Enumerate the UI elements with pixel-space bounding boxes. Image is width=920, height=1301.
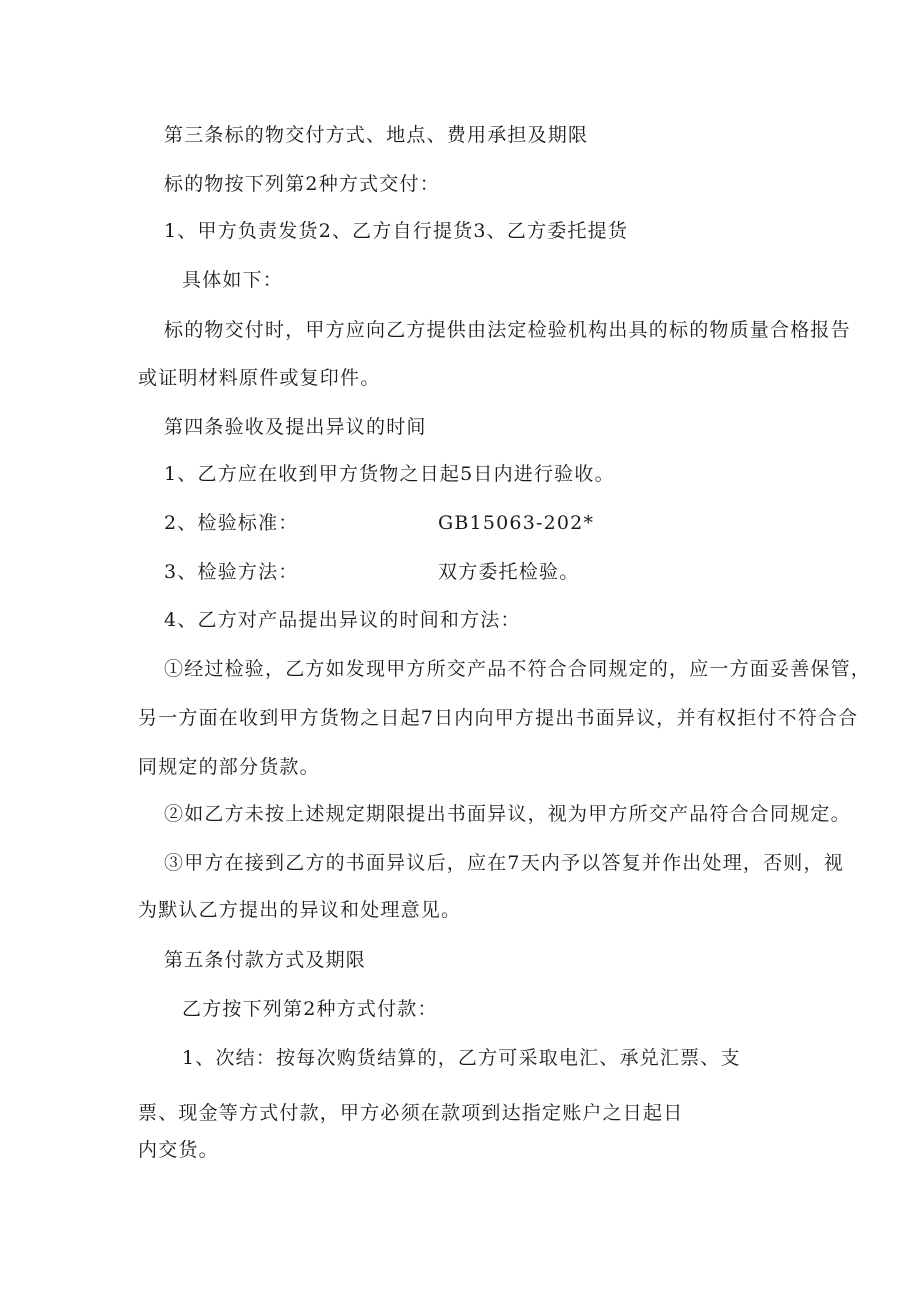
article-4-sub-3-line-2: 为默认乙方提出的异议和处理意见。: [138, 899, 462, 921]
article-4-item-1: 1、乙方应在收到甲方货物之日起5日内进行验收。: [164, 463, 615, 485]
article-3-details-label: 具体如下：: [182, 269, 284, 291]
article-4-sub-1-line-1: ①经过检验，乙方如发现甲方所交产品不符合合同规定的，应一方面妥善保管，: [164, 658, 872, 680]
article-4-item-2-label: 2、检验标准：: [164, 512, 299, 534]
article-3-intro: 标的物按下列第2种方式交付：: [164, 173, 440, 195]
article-3-details-line-1: 标的物交付时，甲方应向乙方提供由法定检验机构出具的标的物质量合格报告: [164, 319, 851, 341]
article-5-title: 第五条付款方式及期限: [164, 949, 367, 971]
article-4-sub-1-line-2: 另一方面在收到甲方货物之日起7日内向甲方提出书面异议，并有权拒付不符合合: [138, 707, 859, 729]
article-5-item-1-line-2: 票、现金等方式付款，甲方必须在款项到达指定账户之日起日: [138, 1102, 684, 1124]
article-4-sub-2: ②如乙方未按上述规定期限提出书面异议，视为甲方所交产品符合合同规定。: [164, 803, 851, 825]
article-5-intro: 乙方按下列第2种方式付款：: [182, 998, 438, 1020]
article-3-title: 第三条标的物交付方式、地点、费用承担及期限: [164, 124, 589, 146]
article-4-item-3-label: 3、检验方法：: [164, 561, 299, 583]
article-5-item-1-line-3: 内交货。: [138, 1139, 219, 1161]
article-3-details-line-2: 或证明材料原件或复印件。: [138, 367, 381, 389]
article-4-sub-1-line-3: 同规定的部分货款。: [138, 756, 320, 778]
article-4-item-4: 4、乙方对产品提出异议的时间和方法：: [164, 609, 521, 631]
article-3-options: 1、甲方负责发货2、乙方自行提货3、乙方委托提货: [164, 220, 629, 242]
article-4-item-3-value: 双方委托检验。: [438, 561, 580, 583]
article-5-item-1-line-1: 1、次结：按每次购货结算的，乙方可采取电汇、承兑汇票、支: [182, 1047, 741, 1069]
article-4-item-2-value: GB15063-202*: [438, 512, 595, 534]
article-4-sub-3-line-1: ③甲方在接到乙方的书面异议后，应在7天内予以答复并作出处理，否则，视: [164, 852, 844, 874]
article-4-title: 第四条验收及提出异议的时间: [164, 416, 427, 438]
